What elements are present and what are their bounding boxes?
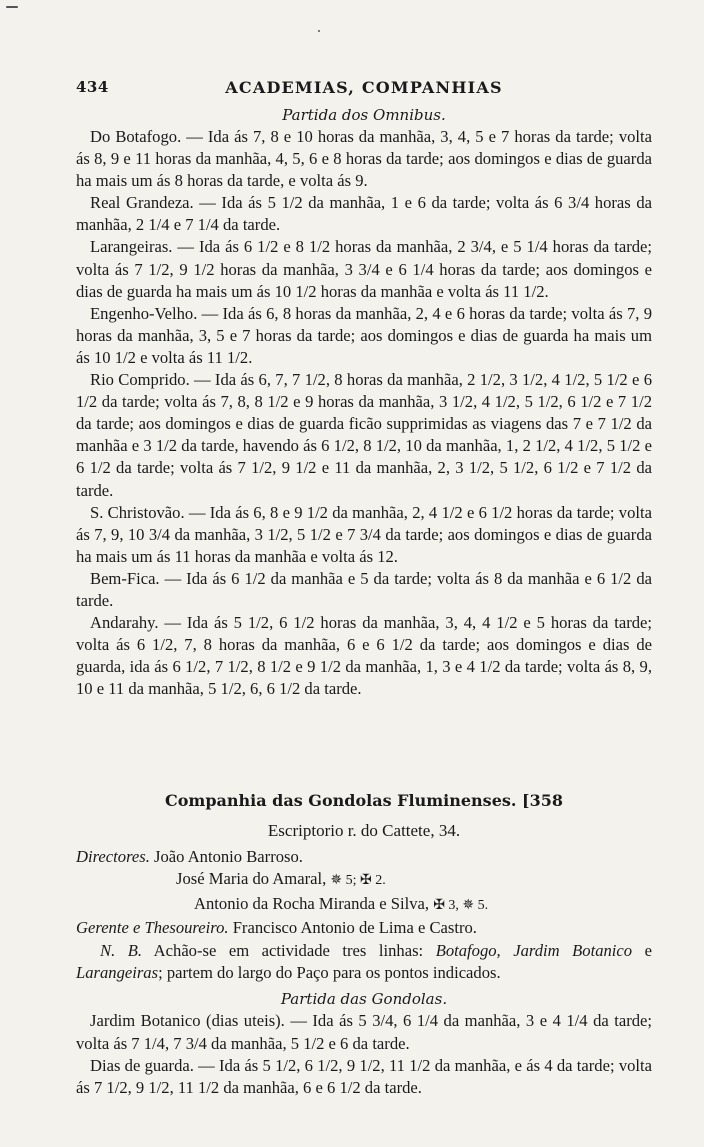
company-reference: [358 (522, 791, 563, 810)
timetable-entry-real-grandeza: Real Grandeza. — Ida ás 5 1/2 da manhãa, 1 e 6 da tarde; volta ás 6 3/4 horas da manhãa, 2 1/4 e 7 1/4 da tarde. (76, 193, 652, 235)
office-address: Escriptorio r. do Cattete, 34. (267, 821, 461, 840)
manager-name: Francisco Antonio de Lima e Castro. (232, 918, 477, 938)
gondolas-heading: Partida das Gondolas. (280, 990, 448, 1009)
company-title (76, 786, 652, 816)
nota-bene (76, 940, 652, 985)
staff-list (76, 846, 652, 940)
director-name: José Maria do Amaral, (176, 869, 327, 889)
timetable-entry-jardim-botanico: Jardim Botanico (dias uteis). — Ida ás 5 3/4, 6 1/4 da manhãa, 3 e 4 1/4 da tarde; volta ás 7 1/4, 7 3/4 da manhãa, 5 1/2 e 6 da tarde. (76, 1011, 652, 1053)
note-and: e (644, 940, 652, 960)
director-name: Antonio da Rocha Miranda e Silva, (194, 893, 430, 913)
gondolas-section (76, 786, 652, 1099)
director-row (76, 868, 652, 892)
director-name: João Antonio Barroso. (154, 847, 303, 866)
timetable-entry-dias-de-guarda: Dias de guarda. — Ida ás 5 1/2, 6 1/2, 9 1/2, 11 1/2 da manhãa, e ás 4 da tarde; volta ás 7 1/2, 9 1/2, 11 1/2 da manhãa, 6 e 6 1/2 da tarde. (76, 1055, 652, 1097)
decoration-marks: ✠ 3, ✵ 5. (433, 897, 489, 913)
ink-speck (6, 6, 18, 8)
running-title: ACADEMIAS, COMPANHIAS (225, 78, 503, 97)
timetable-entry-larangeiras: Larangeiras. — Ida ás 6 1/2 e 8 1/2 horas da manhãa, 2 3/4, e 5 1/4 horas da tarde; volta ás 7 1/2, 9 1/2 horas da manhãa, 3 3/4 e 6 1/4 horas da tarde; aos domingos e dias de guarda ha mais um ás 10 1/2 horas da manhãa e volta ás 11 1/2. (76, 237, 652, 301)
timetable-entry-andarahy: Andarahy. — Ida ás 5 1/2, 6 1/2 horas da manhãa, 3, 4, 4 1/2 e 5 horas da tarde; volta ás 6 1/2, 7, 8 horas da manhãa, 6 e 6 1/2 da tarde; aos domingos e dias de guarda, ida ás 6 1/2, 7 1/2, 8 1/2 e 9 1/2 da manhãa, 1, 3 e 4 1/2 da tarde; volta ás 8, 9, 10 e 11 da manhãa, 5 1/2, 6, 6 1/2 da tarde. (76, 613, 652, 699)
omnibus-section (76, 104, 652, 700)
omnibus-heading: Partida dos Omnibus. (282, 106, 446, 124)
page-number: 434 (76, 78, 109, 96)
director-row (76, 846, 652, 868)
note-label: N. B. (100, 940, 143, 960)
company-name: Companhia das Gondolas Fluminenses. (165, 791, 517, 810)
manager-row (76, 917, 652, 939)
timetable-entry-engenho-velho: Engenho-Velho. — Ida ás 6, 8 horas da manhãa, 2, 4 e 6 horas da tarde; volta ás 7, 9 horas da manhãa, 3, 5 e 7 horas da tarde; aos domingos e dias de guarda ha mais um ás 10 1/2 e volta ás 11 1/2. (76, 303, 652, 367)
note-text: Achão-se em actividade tres linhas: (153, 940, 424, 960)
decoration-marks: ✵ 5; ✠ 2. (330, 873, 386, 889)
timetable-entry-s-christovao: S. Christovão. — Ida ás 6, 8 e 9 1/2 da manhãa, 2, 4 1/2 e 6 1/2 horas da tarde; volta ás 7, 9, 10 3/4 da manhãa, 3 1/2, 5 1/2 e 7 3/4 da tarde; aos domingos e dias de guarda ha mais um ás 11 horas da manhãa e volta ás 12. (76, 502, 652, 566)
timetable-entry-botafogo: Do Botafogo. — Ida ás 7, 8 e 10 horas da manhãa, 3, 4, 5 e 7 horas da tarde; volta ás 8, 9 e 11 horas da manhãa, 4, 5, 6 e 8 horas da tarde; aos domingos e dias de guarda ha mais um ás 8 horas da tarde, e volta ás 9. (76, 127, 652, 191)
manager-label: Gerente e Thesoureiro. (76, 918, 229, 938)
timetable-entry-bem-fica: Bem-Fica. — Ida ás 6 1/2 da manhãa e 5 da tarde; volta ás 8 da manhãa e 6 1/2 da tarde. (76, 568, 652, 610)
director-row (76, 893, 652, 917)
timetable-entry-rio-comprido: Rio Comprido. — Ida ás 6, 7, 7 1/2, 8 horas da manhãa, 2 1/2, 3 1/2, 4 1/2, 5 1/2 e 6 1/2 da tarde; volta ás 7, 8, 8 1/2 e 9 horas da manhãa, 3 1/2, 4 1/2, 5 1/2, 6 1/2 e 7 1/2 da tarde; aos domingos e dias de guarda ficão supprimidas as viagens das 7 e 7 1/2 da manhãa e 3 1/2 da tarde, havendo ás 6 1/2, 8 1/2, 10 da manhãa, 1, 2 1/2, 4 1/2, 5 1/2 e 6 1/2 da tarde; volta ás 7 1/2, 9 1/2 e 11 da manhãa, 2, 3 1/2, 5 1/2, 6 1/2 e 7 1/2 da tarde. (76, 370, 652, 500)
note-tail: ; partem do largo do Paço para os pontos indicados. (158, 963, 501, 983)
directors-label: Directores. (76, 847, 150, 866)
note-lines-last: Larangeiras (76, 963, 159, 983)
page-header (76, 78, 652, 102)
ink-speck (318, 30, 320, 32)
note-lines: Botafogo, Jardim Botanico (435, 940, 633, 960)
